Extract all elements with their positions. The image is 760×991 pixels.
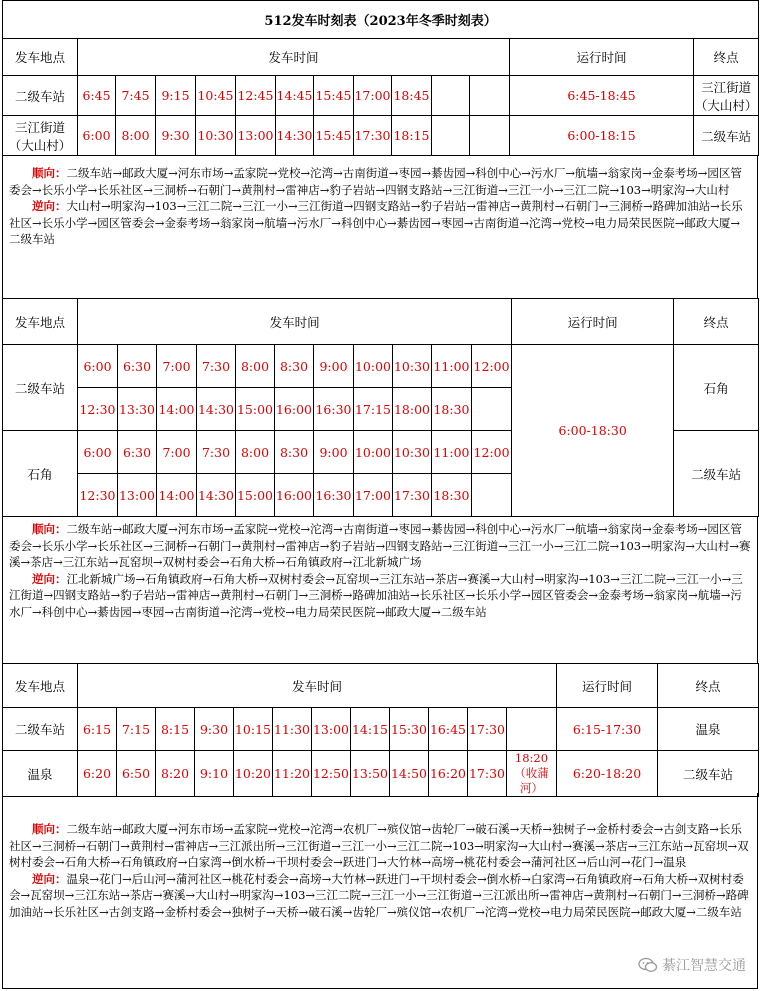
empty-cell [432, 76, 470, 116]
time-cell: 17:30 [468, 751, 507, 797]
time-cell: 6:30 [118, 345, 157, 388]
table-row [3, 76, 759, 116]
run-time-cell: 6:15-17:30 [557, 708, 658, 751]
time-cell: 7:00 [157, 431, 197, 474]
run-time-cell: 6:20-18:20 [557, 751, 658, 797]
forward-route: 二级车站→邮政大厦→河东市场→孟家院→党校→沱湾→古南街道→枣园→綦齿园→科创中心→污水厂→航墙→翁家岗→金泰考场→园区管委会→长乐小学→长乐社区→三洞桥→石朝门→黄荆村→雷神店→豹子岩站→四钢支路站→三江街道→三江一小→三江二院→103→明家沟→大山村→赛溪→茶店→三江东站→瓦窑坝→双树村委会→石角大桥→石角镇政府→江北新城广场 [9, 522, 751, 569]
time-cell: 10:45 [196, 76, 236, 116]
time-cell: 16:45 [429, 708, 468, 751]
run-time-cell: 6:00-18:15 [510, 116, 694, 156]
time-cell: 12:30 [78, 388, 118, 431]
time-cell [507, 708, 557, 751]
time-cell: 15:45 [314, 76, 354, 116]
terminal-cell: 二级车站 [658, 751, 759, 797]
time-cell: 12:00 [472, 345, 512, 388]
time-cell: 18:30 [432, 388, 472, 431]
header-depart: 发车时间 [78, 664, 557, 708]
time-cell: 7:15 [117, 708, 156, 751]
time-cell: 15:00 [236, 474, 275, 517]
time-cell: 17:30 [354, 116, 392, 156]
route-description-2 [2, 517, 758, 663]
wechat-icon [638, 957, 658, 973]
time-cell: 16:20 [429, 751, 468, 797]
extra-time-cell: 18:20（收蒲河） [507, 751, 557, 797]
time-cell: 16:00 [275, 474, 314, 517]
time-cell: 10:20 [234, 751, 273, 797]
timetable-section-2 [2, 298, 759, 517]
header-depart: 发车时间 [78, 299, 512, 345]
header-origin: 发车地点 [3, 664, 78, 708]
time-cell: 17:30 [393, 474, 432, 517]
time-cell: 10:00 [354, 431, 393, 474]
watermark-text: 綦江智慧交通 [662, 958, 746, 974]
time-cell: 15:00 [236, 388, 275, 431]
time-cell: 13:00 [312, 708, 351, 751]
table-row [3, 751, 759, 797]
forward-route: 二级车站→邮政大厦→河东市场→孟家院→党校→沱湾→古南街道→枣园→綦齿园→科创中心→污水厂→航墙→翁家岗→金泰考场→园区管委会→长乐小学→长乐社区→三洞桥→石朝门→黄荆村→雷神店→豹子岩站→四钢支路站→三江街道→三江一小→三江二院→103→明家沟→大山村 [9, 166, 742, 197]
time-cell: 9:10 [195, 751, 234, 797]
time-cell: 13:00 [118, 474, 157, 517]
run-time-cell: 6:00-18:30 [512, 345, 674, 517]
time-cell: 8:00 [236, 345, 275, 388]
header-terminal: 终点 [674, 299, 759, 345]
time-cell: 8:30 [275, 431, 314, 474]
time-cell: 17:15 [354, 388, 393, 431]
time-cell: 17:00 [354, 474, 393, 517]
empty-cell [472, 474, 512, 517]
header-run: 运行时间 [512, 299, 674, 345]
time-cell: 10:15 [234, 708, 273, 751]
time-cell: 8:00 [116, 116, 156, 156]
time-cell: 11:20 [273, 751, 312, 797]
reverse-label: 逆向： [32, 571, 67, 586]
time-cell: 8:20 [156, 751, 195, 797]
route-description-1 [2, 155, 758, 298]
origin-cell: 三江街道（大山村） [3, 116, 78, 156]
reverse-route: 江北新城广场→石角镇政府→石角大桥→双树村委会→瓦窑坝→三江东站→茶店→赛溪→大山村→明家沟→103→三江二院→三江一小→三江街道→四钢支路站→豹子岩站→雷神店→黄荆村→石朝门→三洞桥→路碑加油站→长乐社区→长乐小学→园区管委会→金泰考场→翁家岗→航墙→污水厂→科创中心→綦齿园→枣园→古南街道→沱湾→党校→电力局荣民医院→邮政大厦→二级车站 [9, 571, 743, 619]
time-cell: 13:50 [351, 751, 390, 797]
time-cell: 12:45 [236, 76, 276, 116]
time-cell: 16:30 [314, 474, 354, 517]
time-cell: 8:15 [156, 708, 195, 751]
header-origin: 发车地点 [3, 39, 78, 76]
time-cell: 13:30 [118, 388, 157, 431]
time-cell: 13:00 [236, 116, 276, 156]
terminal-cell: 石角 [674, 345, 759, 431]
reverse-route: 大山村→明家沟→103→三江二院→三江一小→三江街道→四钢支路站→豹子岩站→雷神店→黄荆村→石朝门→三洞桥→路碑加油站→长乐社区→长乐小学→园区管委会→金泰考场→翁家岗→航墙→污水厂→科创中心→綦齿园→枣园→古南街道→沱湾→党校→电力局荣民医院→邮政大厦→二级车站 [9, 199, 743, 246]
time-cell: 17:00 [354, 76, 392, 116]
time-cell: 9:00 [314, 345, 354, 388]
time-cell: 6:30 [118, 431, 157, 474]
time-cell: 6:15 [78, 708, 117, 751]
timetable-section-1 [2, 0, 759, 156]
time-cell: 6:00 [78, 431, 118, 474]
time-cell: 15:45 [314, 116, 354, 156]
table-row [3, 708, 759, 751]
origin-cell: 二级车站 [3, 708, 78, 751]
time-cell: 6:20 [78, 751, 117, 797]
time-cell: 14:00 [157, 474, 197, 517]
table-row [3, 345, 759, 388]
time-cell: 11:00 [432, 345, 472, 388]
header-terminal: 终点 [694, 39, 759, 76]
time-cell: 11:00 [432, 431, 472, 474]
time-cell: 7:45 [116, 76, 156, 116]
terminal-cell: 温泉 [658, 708, 759, 751]
time-cell: 10:30 [393, 431, 432, 474]
time-cell: 9:00 [314, 431, 354, 474]
reverse-label: 逆向： [32, 199, 67, 213]
time-cell: 18:15 [392, 116, 432, 156]
time-cell: 11:30 [273, 708, 312, 751]
header-terminal: 终点 [658, 664, 759, 708]
terminal-cell: 二级车站 [694, 116, 759, 156]
time-cell: 18:30 [432, 474, 472, 517]
reverse-label: 逆向： [32, 871, 67, 886]
watermark [638, 955, 746, 975]
time-cell: 18:00 [393, 388, 432, 431]
time-cell: 7:30 [197, 431, 236, 474]
reverse-route: 温泉→花门→后山河→蒲河社区→桃花村委会→高塝→大竹林→跃进门→干坝村委会→倒水桥→白家湾→石角镇政府→石角大桥→双树村委会→瓦窑坝→三江东站→茶店→赛溪→大山村→明家沟→103→三江二院→三江一小→三江街道→三江派出所→雷神店→黄荆村→石朝门→三洞桥→路碑加油站→长乐社区→古剑支路→金桥村委会→独树子→天桥→破石溪→齿轮厂→殡仪馆→农机厂→沱湾→党校→电力局荣民医院→邮政大厦→二级车站 [9, 871, 749, 919]
time-cell: 14:45 [276, 76, 314, 116]
time-cell: 18:45 [392, 76, 432, 116]
time-cell: 9:15 [156, 76, 196, 116]
header-run: 运行时间 [557, 664, 658, 708]
time-cell: 6:00 [78, 345, 118, 388]
time-cell: 16:00 [275, 388, 314, 431]
terminal-cell: 三江街道（大山村） [694, 76, 759, 116]
time-cell: 7:30 [197, 345, 236, 388]
terminal-cell: 二级车站 [674, 431, 759, 517]
origin-cell: 二级车站 [3, 76, 78, 116]
time-cell: 8:00 [236, 431, 275, 474]
time-cell: 14:30 [197, 474, 236, 517]
time-cell: 6:00 [78, 116, 116, 156]
empty-cell [472, 388, 512, 431]
time-cell: 9:30 [195, 708, 234, 751]
time-cell: 10:30 [393, 345, 432, 388]
time-cell: 16:30 [314, 388, 354, 431]
time-cell: 14:15 [351, 708, 390, 751]
time-cell: 10:00 [354, 345, 393, 388]
forward-label: 顺向： [32, 822, 67, 836]
time-cell: 6:45 [78, 76, 116, 116]
time-cell: 6:50 [117, 751, 156, 797]
page-title: 512发车时刻表（2023年冬季时刻表） [3, 1, 759, 39]
empty-cell [470, 76, 510, 116]
empty-cell [432, 116, 470, 156]
time-cell: 12:00 [472, 431, 512, 474]
origin-cell: 二级车站 [3, 345, 78, 431]
forward-route: 二级车站→邮政大厦→河东市场→孟家院→党校→沱湾→农机厂→殡仪馆→齿轮厂→破石溪→天桥→独树子→金桥村委会→古剑支路→长乐社区→三洞桥→石朝门→黄荆村→雷神店→三江派出所→三江街道→三江一小→三江二院→103→明家沟→大山村→赛溪→茶店→三江东站→瓦窑坝→双树村委会→石角大桥→石角镇政府→白家湾→倒水桥→干坝村委会→跃进门→大竹林→高塝→桃花村委会→蒲河社区→后山河→花门→温泉 [9, 822, 749, 869]
time-cell: 10:30 [196, 116, 236, 156]
time-cell: 15:30 [390, 708, 429, 751]
time-cell: 14:50 [390, 751, 429, 797]
empty-cell [470, 116, 510, 156]
time-cell: 7:00 [157, 345, 197, 388]
time-cell: 9:30 [156, 116, 196, 156]
header-run: 运行时间 [510, 39, 694, 76]
time-cell: 8:30 [275, 345, 314, 388]
time-cell: 12:30 [78, 474, 118, 517]
table-row [3, 116, 759, 156]
header-depart: 发车时间 [78, 39, 510, 76]
origin-cell: 温泉 [3, 751, 78, 797]
forward-label: 顺向： [32, 522, 67, 536]
origin-cell: 石角 [3, 431, 78, 517]
timetable-section-3 [2, 663, 759, 797]
header-origin: 发车地点 [3, 299, 78, 345]
run-time-cell: 6:45-18:45 [510, 76, 694, 116]
time-cell: 14:00 [157, 388, 197, 431]
time-cell: 17:30 [468, 708, 507, 751]
forward-label: 顺向： [32, 166, 67, 180]
time-cell: 12:50 [312, 751, 351, 797]
time-cell: 14:30 [276, 116, 314, 156]
time-cell: 14:30 [197, 388, 236, 431]
